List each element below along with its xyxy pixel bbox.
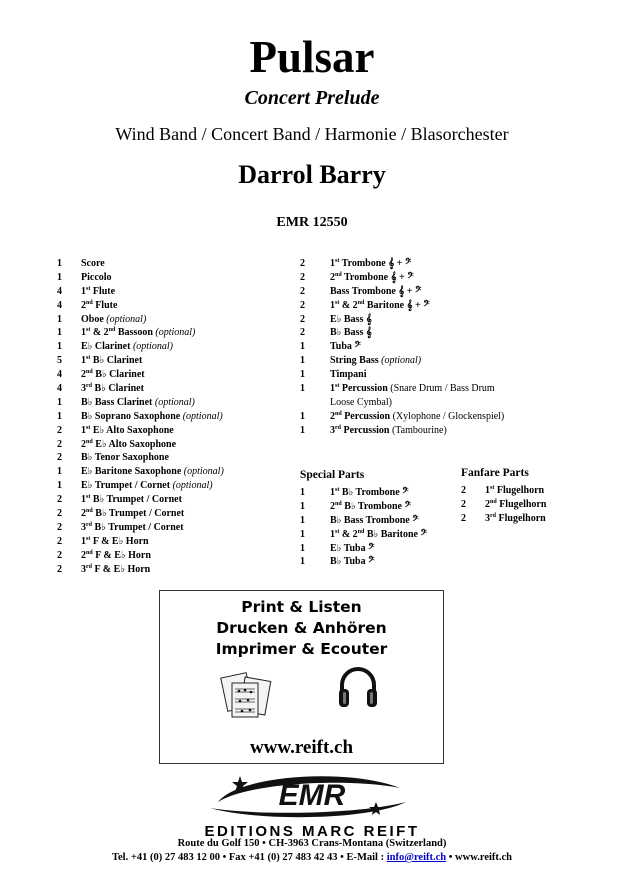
contact-phone-fax: Tel. +41 (0) 27 483 12 00 • Fax +41 (0) 27 483 42 43 • E-Mail : (111, 852, 387, 863)
fanfare-parts-heading: Fanfare Parts (461, 467, 529, 479)
part-quantity: 1 (300, 355, 305, 367)
part-name: 2nd B♭ Trombone 𝄢 (330, 500, 411, 512)
part-row (57, 479, 297, 493)
part-quantity: 1 (300, 410, 305, 422)
part-quantity: 2 (57, 508, 62, 520)
publisher-address: Route du Golf 150 • CH-3963 Crans-Montana (Switzerland) (177, 838, 447, 849)
fanfare-parts (461, 466, 591, 526)
part-name: 1st B♭ Clarinet (81, 355, 143, 367)
part-row (57, 410, 297, 424)
part-name: E♭ Trumpet / Cornet (optional) (81, 480, 213, 492)
part-quantity: 1 (57, 466, 62, 478)
part-name: B♭ Bass Trombone 𝄢 (330, 514, 419, 526)
part-name: 2nd Flugelhorn (485, 498, 547, 510)
part-name: E♭ Clarinet (optional) (81, 341, 173, 353)
part-name: 3rd B♭ Trumpet / Cornet (81, 521, 184, 533)
part-quantity: 1 (300, 383, 305, 395)
part-row (57, 354, 297, 368)
part-row (300, 542, 470, 556)
part-name: 3rd B♭ Clarinet (81, 383, 144, 395)
part-name: Oboe (optional) (81, 313, 147, 325)
part-row (57, 340, 297, 354)
part-name: 2nd Trombone 𝄞 + 𝄢 (330, 271, 414, 283)
part-row (57, 368, 297, 382)
part-name: 1st & 2nd B♭ Baritone 𝄢 (330, 528, 427, 540)
part-quantity: 1 (300, 514, 305, 526)
part-row (461, 484, 591, 498)
part-name: 1st & 2nd Bassoon (optional) (81, 327, 196, 339)
ensemble-line: Wind Band / Concert Band / Harmonie / Blasorchester (115, 124, 509, 144)
part-row (300, 382, 530, 396)
part-name: 2nd Percussion (Xylophone / Glockenspiel) (330, 410, 505, 422)
part-name: 1st Percussion (Snare Drum / Bass Drum (330, 383, 495, 395)
part-row (300, 313, 530, 327)
part-name: 3rd F & E♭ Horn (81, 563, 151, 575)
part-row (57, 313, 297, 327)
part-quantity: 2 (57, 424, 62, 436)
parts-list-left (57, 257, 297, 576)
part-name: Score (81, 258, 105, 269)
part-row (57, 549, 297, 563)
part-quantity: 1 (57, 258, 62, 269)
page-title: Pulsar (249, 32, 375, 82)
special-parts-heading: Special Parts (300, 469, 365, 481)
part-quantity: 2 (57, 438, 62, 450)
part-row (57, 271, 297, 285)
part-row (300, 299, 530, 313)
part-quantity: 4 (57, 285, 62, 297)
sheet-music-icon (220, 669, 276, 721)
part-name: String Bass (optional) (330, 355, 422, 367)
part-quantity: 1 (300, 369, 305, 381)
part-row (57, 451, 297, 465)
part-row (300, 368, 530, 382)
promo-line: Print & Listen (241, 598, 362, 616)
part-name: 1st E♭ Alto Saxophone (81, 424, 174, 436)
composer-name: Darrol Barry (238, 160, 386, 189)
part-row (57, 396, 297, 410)
publisher-name: EDITIONS MARC REIFT (204, 823, 420, 840)
part-quantity: 2 (300, 285, 305, 297)
part-quantity: 2 (57, 452, 62, 464)
promo-line: Drucken & Anhören (216, 619, 387, 637)
part-quantity: 1 (57, 480, 62, 492)
part-name: 1st B♭ Trumpet / Cornet (81, 494, 182, 506)
part-quantity: 5 (57, 355, 62, 367)
part-quantity: 1 (300, 528, 305, 540)
part-name: 1st Trombone 𝄞 + 𝄢 (330, 258, 412, 269)
contact-web[interactable]: • www.reift.ch (446, 852, 513, 863)
promo-url[interactable]: www.reift.ch (249, 737, 354, 758)
part-row (300, 555, 470, 569)
headphones-icon (336, 663, 380, 711)
part-name: Tuba 𝄢 (330, 341, 361, 353)
print-listen-box[interactable] (159, 590, 444, 764)
part-quantity: 1 (300, 556, 305, 568)
part-quantity: 1 (57, 271, 62, 283)
part-row (57, 257, 297, 271)
part-name: 2nd E♭ Alto Saxophone (81, 438, 177, 450)
part-quantity: 2 (300, 258, 305, 269)
part-quantity: 2 (300, 299, 305, 311)
part-name: 1st & 2nd Baritone 𝄞 + 𝄢 (330, 299, 430, 311)
part-row (300, 354, 530, 368)
fanfare-parts-items (461, 484, 591, 526)
part-quantity: 2 (300, 327, 305, 339)
part-name: 3rd Flugelhorn (485, 512, 546, 524)
part-quantity: 1 (300, 424, 305, 436)
part-name: Timpani (330, 369, 367, 381)
part-name: E♭ Baritone Saxophone (optional) (81, 466, 224, 478)
part-name: Bass Trombone 𝄞 + 𝄢 (330, 285, 422, 297)
part-row (57, 507, 297, 521)
part-quantity: 4 (57, 299, 62, 311)
part-quantity: 2 (57, 535, 62, 547)
part-name: B♭ Tenor Saxophone (81, 452, 169, 464)
part-row (57, 438, 297, 452)
part-name: B♭ Soprano Saxophone (optional) (81, 410, 223, 422)
part-row (57, 299, 297, 313)
part-quantity: 1 (300, 341, 305, 353)
parts-list-right (300, 257, 530, 438)
emr-logo-text: EMR (278, 779, 346, 812)
part-quantity: 2 (461, 512, 466, 524)
part-quantity: 1 (57, 341, 62, 353)
catalog-number: EMR 12550 (276, 215, 348, 230)
part-row (300, 326, 530, 340)
part-name: 2nd Flute (81, 299, 118, 311)
part-quantity: 2 (300, 313, 305, 325)
part-row (57, 285, 297, 299)
part-name: B♭ Bass Clarinet (optional) (81, 396, 195, 408)
part-row (57, 493, 297, 507)
part-quantity: 2 (461, 498, 466, 510)
part-row (57, 563, 297, 577)
part-row (300, 257, 530, 271)
part-row (300, 424, 530, 438)
part-row (300, 410, 530, 424)
part-row (300, 500, 470, 514)
part-name: 2nd B♭ Clarinet (81, 369, 145, 381)
part-quantity: 1 (57, 327, 62, 339)
part-quantity: 2 (300, 271, 305, 283)
part-row (57, 535, 297, 549)
email-link[interactable]: info@reift.ch (386, 852, 447, 863)
part-quantity: 4 (57, 383, 62, 395)
part-name: 1st F & E♭ Horn (81, 535, 149, 547)
special-parts (300, 468, 470, 569)
part-name: Piccolo (81, 271, 112, 283)
part-quantity: 1 (57, 410, 62, 422)
part-row (57, 326, 297, 340)
part-name: E♭ Tuba 𝄢 (330, 542, 375, 554)
part-row (57, 521, 297, 535)
part-quantity: 2 (57, 521, 62, 533)
part-quantity: 2 (57, 549, 62, 561)
part-row (461, 512, 591, 526)
emr-logo (200, 772, 424, 822)
part-quantity: 1 (57, 313, 62, 325)
part-quantity: 2 (461, 485, 466, 496)
part-quantity: 1 (300, 500, 305, 512)
part-quantity: 1 (300, 487, 305, 498)
part-name: 1st B♭ Trombone 𝄢 (330, 487, 409, 498)
part-row (57, 424, 297, 438)
part-row (300, 271, 530, 285)
part-quantity: 1 (300, 542, 305, 554)
part-quantity: 2 (57, 563, 62, 575)
part-row (300, 528, 470, 542)
part-name: 3rd Percussion (Tambourine) (330, 424, 447, 436)
part-row (57, 382, 297, 396)
subtitle: Concert Prelude (244, 87, 380, 109)
part-row (461, 498, 591, 512)
part-name: B♭ Tuba 𝄢 (330, 556, 375, 568)
part-row (300, 514, 470, 528)
part-row (300, 285, 530, 299)
part-name: 2nd B♭ Trumpet / Cornet (81, 508, 185, 520)
part-detail-continuation: Loose Cymbal) (330, 396, 392, 408)
special-parts-items (300, 486, 470, 569)
part-name: 1st Flugelhorn (485, 485, 545, 496)
part-quantity: 4 (57, 369, 62, 381)
part-name: E♭ Bass 𝄞 (330, 313, 372, 325)
part-row (300, 486, 470, 500)
part-name: B♭ Bass 𝄞 (330, 327, 372, 339)
publisher-contact (0, 852, 624, 863)
part-name: 2nd F & E♭ Horn (81, 549, 151, 561)
part-quantity: 1 (57, 396, 62, 408)
part-row (300, 340, 530, 354)
part-quantity: 2 (57, 494, 62, 506)
part-row (57, 465, 297, 479)
part-name: 1st Flute (81, 285, 116, 297)
promo-line: Imprimer & Ecouter (215, 640, 388, 658)
